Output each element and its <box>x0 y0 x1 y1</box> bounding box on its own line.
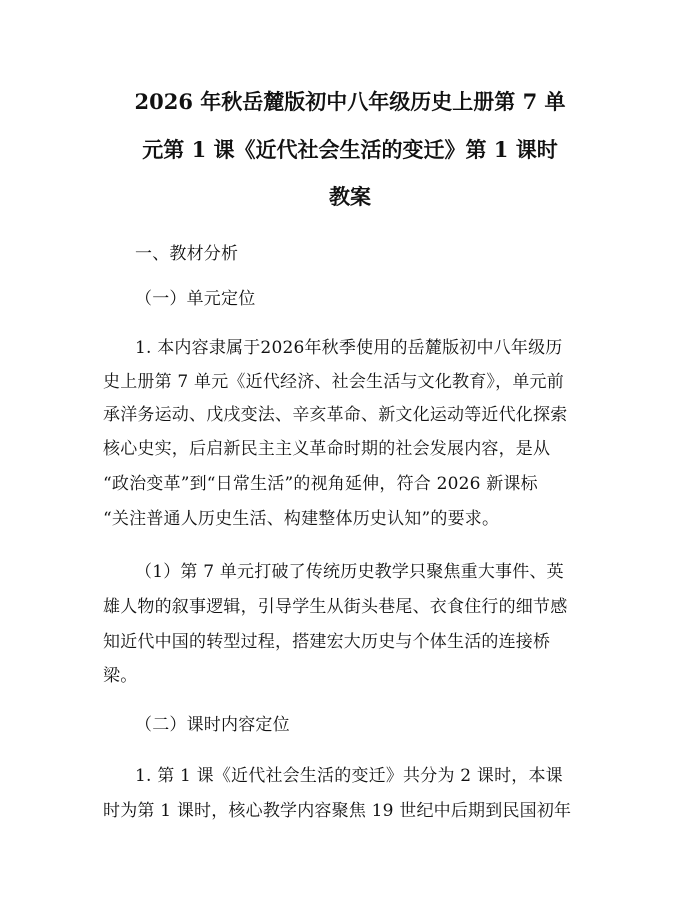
document-title-line-2: 元第 1 课《近代社会生活的变迁》第 1 课时 <box>142 137 558 162</box>
paragraph-line: 核心史实，后启新民主主义革命时期的社会发展内容，是从 <box>103 439 551 459</box>
section-heading-materials-analysis: 一、教材分析 <box>135 244 239 264</box>
subsection-heading-unit-position: （一）单元定位 <box>135 289 256 309</box>
paragraph-line: 史上册第 7 单元《近代经济、社会生活与文化教育》，单元前 <box>103 372 564 392</box>
paragraph-line: 雄人物的叙事逻辑，引导学生从街头巷尾、衣食住行的细节感 <box>103 597 568 617</box>
paragraph-line: “政治变革”到“日常生活”的视角延伸，符合 2026 新课标 <box>103 474 538 494</box>
paragraph-line: 梁。 <box>103 666 138 686</box>
paragraph-line: “关注普通人历史生活、构建整体历史认知”的要求。 <box>103 509 500 529</box>
paragraph-line: 时为第 1 课时，核心教学内容聚焦 19 世纪中后期到民国初年 <box>103 801 572 821</box>
document-title-line-1: 2026 年秋岳麓版初中八年级历史上册第 7 单 <box>134 89 566 114</box>
paragraph-line: 知近代中国的转型过程，搭建宏大历史与个体生活的连接桥 <box>103 632 551 652</box>
paragraph-line: 1. 第 1 课《近代社会生活的变迁》共分为 2 课时，本课 <box>135 766 563 786</box>
subsection-heading-lesson-position: （二）课时内容定位 <box>135 715 290 735</box>
paragraph-line: 1. 本内容隶属于2026年秋季使用的岳麓版初中八年级历 <box>135 338 563 358</box>
paragraph-line: 承洋务运动、戊戌变法、辛亥革命、新文化运动等近代化探索 <box>103 405 568 425</box>
paragraph-line: （1）第 7 单元打破了传统历史教学只聚焦重大事件、英 <box>135 562 564 582</box>
document-title-line-3: 教案 <box>329 184 371 209</box>
